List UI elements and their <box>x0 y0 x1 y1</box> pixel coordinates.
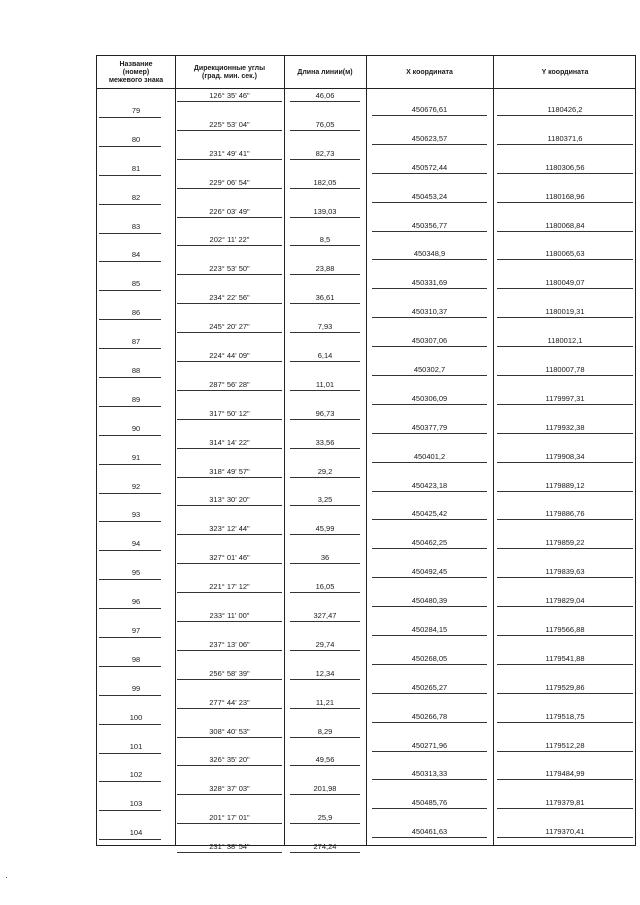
row-y: 1179908,34 <box>545 451 585 461</box>
table-row <box>97 696 635 725</box>
table-row <box>97 262 635 291</box>
underline <box>290 130 360 131</box>
row-angle: 225° 53' 04" <box>209 119 250 129</box>
row-id: 91 <box>131 452 141 462</box>
header-length: Длина линии(м) <box>297 68 353 76</box>
row-length: 274,24 <box>313 842 337 852</box>
table-row <box>97 205 635 234</box>
row-angle: 245° 20' 27" <box>209 322 250 332</box>
underline <box>497 375 633 376</box>
row-id: 83 <box>131 221 141 231</box>
row-y: 1179512,28 <box>545 740 585 750</box>
row-angle: 327° 01' 46" <box>209 553 250 563</box>
underline <box>290 274 360 275</box>
row-length: 23,88 <box>315 264 335 274</box>
underline <box>290 188 360 189</box>
underline <box>177 245 282 246</box>
underline <box>372 202 487 203</box>
underline <box>497 693 633 694</box>
table-row <box>97 407 635 436</box>
row-length: 45,99 <box>315 524 335 534</box>
row-id: 84 <box>131 250 141 260</box>
table-row <box>97 638 635 667</box>
row-id: 92 <box>131 481 141 491</box>
row-x: 450623,57 <box>411 133 448 143</box>
underline <box>177 332 282 333</box>
row-angle: 308° 40' 53" <box>209 726 250 736</box>
row-length: 96,73 <box>315 408 335 418</box>
underline <box>372 404 487 405</box>
table-row <box>97 609 635 638</box>
table-row <box>97 811 635 840</box>
underline <box>497 462 633 463</box>
row-x: 450302,7 <box>413 365 446 375</box>
underline <box>497 808 633 809</box>
row-angle: 223° 53' 50" <box>209 264 250 274</box>
underline <box>372 808 487 809</box>
underline <box>177 505 282 506</box>
underline <box>290 650 360 651</box>
table-body <box>97 89 635 869</box>
underline <box>290 737 360 738</box>
row-x: 450266,78 <box>411 711 448 721</box>
row-x: 450310,37 <box>411 307 448 317</box>
row-x: 450265,27 <box>411 682 448 692</box>
underline <box>177 130 282 131</box>
underline <box>372 722 487 723</box>
row-y: 1180371,6 <box>547 133 583 143</box>
header-y: Y координата <box>541 68 589 76</box>
row-length: 16,05 <box>315 582 335 592</box>
row-y: 1180306,56 <box>545 162 585 172</box>
underline <box>177 101 282 102</box>
underline <box>497 433 633 434</box>
row-x: 450485,76 <box>411 798 448 808</box>
row-id: 81 <box>131 163 141 173</box>
underline <box>177 765 282 766</box>
underline <box>497 317 633 318</box>
underline <box>290 245 360 246</box>
row-y: 1179541,88 <box>545 653 585 663</box>
table-header <box>97 56 635 89</box>
row-id: 87 <box>131 337 141 347</box>
row-id: 80 <box>131 134 141 144</box>
underline <box>372 606 487 607</box>
row-y: 1180049,07 <box>545 278 585 288</box>
row-x: 450284,15 <box>411 625 448 635</box>
underline <box>177 737 282 738</box>
row-y: 1179518,75 <box>545 711 585 721</box>
row-x: 450313,33 <box>411 769 448 779</box>
underline <box>497 751 633 752</box>
underline <box>497 722 633 723</box>
underline <box>372 173 487 174</box>
row-x: 450676,61 <box>411 105 448 114</box>
table-row <box>97 291 635 320</box>
underline <box>372 664 487 665</box>
underline <box>290 361 360 362</box>
table-row <box>97 233 635 262</box>
underline <box>497 173 633 174</box>
row-angle: 224° 44' 09" <box>209 351 250 361</box>
row-length: 29,2 <box>317 466 333 476</box>
header-angle: Дирекционные углы (град. мин. сек.) <box>193 64 266 80</box>
table-row <box>97 840 635 869</box>
underline <box>497 577 633 578</box>
header-x: X координата <box>406 68 453 76</box>
underline <box>372 259 487 260</box>
underline <box>372 693 487 694</box>
underline <box>290 823 360 824</box>
row-length: 82,73 <box>315 148 335 158</box>
underline <box>290 303 360 304</box>
row-x: 450348,9 <box>413 249 446 259</box>
row-y: 1180068,84 <box>545 220 585 230</box>
row-angle: 287° 56' 28" <box>209 379 250 389</box>
underline <box>177 361 282 362</box>
row-id: 96 <box>131 597 141 607</box>
row-x: 450401,2 <box>413 451 446 461</box>
underline <box>372 751 487 752</box>
row-y: 1179370,41 <box>545 827 585 837</box>
underline <box>497 404 633 405</box>
row-x: 450268,05 <box>411 653 448 663</box>
row-angle: 256° 58' 39" <box>209 668 250 678</box>
underline <box>372 462 487 463</box>
underline <box>290 765 360 766</box>
table-row <box>97 436 635 465</box>
row-angle: 231° 38' 54" <box>209 842 250 852</box>
row-id: 79 <box>131 106 141 115</box>
row-y: 1180007,78 <box>545 365 585 375</box>
row-angle: 221° 17' 12" <box>209 582 250 592</box>
row-length: 12,34 <box>315 668 335 678</box>
row-length: 8,29 <box>317 726 333 736</box>
underline <box>290 159 360 160</box>
underline <box>177 303 282 304</box>
underline <box>497 115 633 116</box>
row-angle: 229° 06' 54" <box>209 177 250 187</box>
row-id: 86 <box>131 308 141 318</box>
underline <box>177 419 282 420</box>
table-row <box>97 89 635 118</box>
underline <box>497 664 633 665</box>
row-x: 450271,96 <box>411 740 448 750</box>
row-angle: 277° 44' 23" <box>209 697 250 707</box>
underline <box>497 779 633 780</box>
row-y: 1179859,22 <box>545 538 585 548</box>
row-y: 1179829,04 <box>545 596 585 606</box>
row-length: 327,47 <box>313 611 337 621</box>
row-id: 101 <box>129 741 143 751</box>
underline <box>497 606 633 607</box>
row-x: 450492,45 <box>411 567 448 577</box>
underline <box>372 115 487 116</box>
row-y: 1180065,63 <box>545 249 585 259</box>
underline <box>372 491 487 492</box>
row-x: 450306,09 <box>411 393 448 403</box>
row-length: 7,93 <box>317 322 333 332</box>
underline <box>497 519 633 520</box>
row-id: 100 <box>129 712 143 722</box>
row-id: 98 <box>131 654 141 664</box>
table-row <box>97 493 635 522</box>
underline <box>497 231 633 232</box>
underline <box>372 288 487 289</box>
underline <box>177 650 282 651</box>
row-id: 103 <box>129 799 143 809</box>
underline <box>372 837 487 838</box>
underline <box>177 159 282 160</box>
underline <box>497 144 633 145</box>
row-length: 25,9 <box>317 813 333 823</box>
row-id: 99 <box>131 683 141 693</box>
row-y: 1179889,12 <box>545 480 585 490</box>
underline <box>290 621 360 622</box>
row-y: 1179932,38 <box>545 422 585 432</box>
row-angle: 226° 03' 49" <box>209 206 250 216</box>
row-y: 1179484,99 <box>545 769 585 779</box>
underline <box>290 390 360 391</box>
row-angle: 323° 12' 44" <box>209 524 250 534</box>
underline <box>177 390 282 391</box>
underline <box>177 534 282 535</box>
row-y: 1179839,63 <box>545 567 585 577</box>
underline <box>290 794 360 795</box>
row-length: 46,06 <box>315 91 335 100</box>
underline <box>290 852 360 853</box>
row-y: 1179997,31 <box>545 393 585 403</box>
row-id: 93 <box>131 510 141 520</box>
table-row <box>97 725 635 754</box>
underline <box>497 635 633 636</box>
underline <box>290 101 360 102</box>
row-x: 450377,79 <box>411 422 448 432</box>
underline <box>177 621 282 622</box>
row-angle: 126° 35' 46" <box>209 91 250 100</box>
underline <box>372 519 487 520</box>
row-length: 36,61 <box>315 293 335 303</box>
underline <box>177 823 282 824</box>
underline <box>372 144 487 145</box>
scan-speck <box>6 877 7 878</box>
table-row <box>97 320 635 349</box>
table-row <box>97 118 635 147</box>
row-id: 85 <box>131 279 141 289</box>
row-length: 36 <box>320 553 330 563</box>
underline <box>177 188 282 189</box>
underline <box>372 433 487 434</box>
row-id: 97 <box>131 626 141 636</box>
row-length: 182,05 <box>313 177 337 187</box>
row-id: 102 <box>129 770 143 780</box>
table-row <box>97 176 635 205</box>
underline <box>177 708 282 709</box>
row-x: 450331,69 <box>411 278 448 288</box>
row-angle: 317° 50' 12" <box>209 408 250 418</box>
row-angle: 233° 11' 00" <box>209 611 250 621</box>
underline <box>177 274 282 275</box>
row-x: 450461,63 <box>411 827 448 837</box>
row-id: 90 <box>131 423 141 433</box>
row-x: 450356,77 <box>411 220 448 230</box>
table-row <box>97 522 635 551</box>
underline <box>177 217 282 218</box>
table-row <box>97 753 635 782</box>
underline <box>290 563 360 564</box>
underline <box>290 592 360 593</box>
row-x: 450425,42 <box>411 509 448 519</box>
underline <box>290 419 360 420</box>
underline <box>177 794 282 795</box>
row-length: 139,03 <box>313 206 337 216</box>
row-length: 201,98 <box>313 784 337 794</box>
row-angle: 234° 22' 56" <box>209 293 250 303</box>
coordinates-table <box>96 55 636 852</box>
row-length: 11,21 <box>315 697 335 707</box>
underline <box>372 577 487 578</box>
underline <box>177 477 282 478</box>
underline <box>372 779 487 780</box>
row-y: 1179566,88 <box>545 625 585 635</box>
underline <box>290 217 360 218</box>
row-angle: 237° 13' 06" <box>209 639 250 649</box>
row-angle: 231° 49' 41" <box>209 148 250 158</box>
row-length: 3,25 <box>317 495 333 505</box>
row-angle: 314° 14' 22" <box>209 437 250 447</box>
underline <box>372 635 487 636</box>
row-angle: 201° 17' 01" <box>209 813 250 823</box>
underline <box>497 491 633 492</box>
underline <box>497 259 633 260</box>
underline <box>290 505 360 506</box>
row-angle: 318° 49' 57" <box>209 466 250 476</box>
row-y: 1179379,81 <box>545 798 585 808</box>
underline <box>372 548 487 549</box>
underline <box>290 708 360 709</box>
row-id: 94 <box>131 539 141 549</box>
row-angle: 202° 11' 22" <box>209 235 250 245</box>
row-y: 1180012,1 <box>547 336 583 346</box>
underline <box>372 317 487 318</box>
row-angle: 313° 30' 20" <box>209 495 250 505</box>
underline <box>290 534 360 535</box>
table-row <box>97 465 635 494</box>
table-row <box>97 349 635 378</box>
underline <box>372 375 487 376</box>
header-name: Название (номер) межевого знака <box>108 60 164 84</box>
table-row <box>97 580 635 609</box>
row-length: 49,56 <box>315 755 335 765</box>
underline <box>177 448 282 449</box>
underline <box>290 332 360 333</box>
row-y: 1179886,76 <box>545 509 585 519</box>
row-x: 450480,39 <box>411 596 448 606</box>
row-length: 6,14 <box>317 351 333 361</box>
row-x: 450453,24 <box>411 191 448 201</box>
row-length: 33,56 <box>315 437 335 447</box>
row-id: 89 <box>131 394 141 404</box>
row-x: 450423,18 <box>411 480 448 490</box>
underline <box>497 548 633 549</box>
row-id: 82 <box>131 192 141 202</box>
underline <box>177 592 282 593</box>
underline <box>497 288 633 289</box>
row-x: 450462,25 <box>411 538 448 548</box>
row-angle: 328° 37' 03" <box>209 784 250 794</box>
underline <box>372 346 487 347</box>
row-length: 11,01 <box>315 379 335 389</box>
row-length: 76,05 <box>315 119 335 129</box>
row-x: 450307,06 <box>411 336 448 346</box>
underline <box>290 448 360 449</box>
row-angle: 326° 35' 20" <box>209 755 250 765</box>
row-y: 1180019,31 <box>545 307 585 317</box>
row-y: 1180426,2 <box>547 105 583 114</box>
row-length: 8,5 <box>319 235 331 245</box>
row-length: 29,74 <box>315 639 335 649</box>
underline <box>177 679 282 680</box>
table-row <box>97 667 635 696</box>
table-row <box>97 782 635 811</box>
row-x: 450572,44 <box>411 162 448 172</box>
underline <box>290 477 360 478</box>
underline <box>372 231 487 232</box>
underline <box>497 346 633 347</box>
row-id: 88 <box>131 366 141 376</box>
row-id: 104 <box>129 828 143 838</box>
row-y: 1180168,96 <box>545 191 585 201</box>
underline <box>177 563 282 564</box>
table-row <box>97 378 635 407</box>
table-row <box>97 147 635 176</box>
table-row <box>97 551 635 580</box>
row-id: 95 <box>131 568 141 578</box>
underline <box>290 679 360 680</box>
underline <box>497 837 633 838</box>
underline <box>177 852 282 853</box>
underline <box>497 202 633 203</box>
row-y: 1179529,86 <box>545 682 585 692</box>
